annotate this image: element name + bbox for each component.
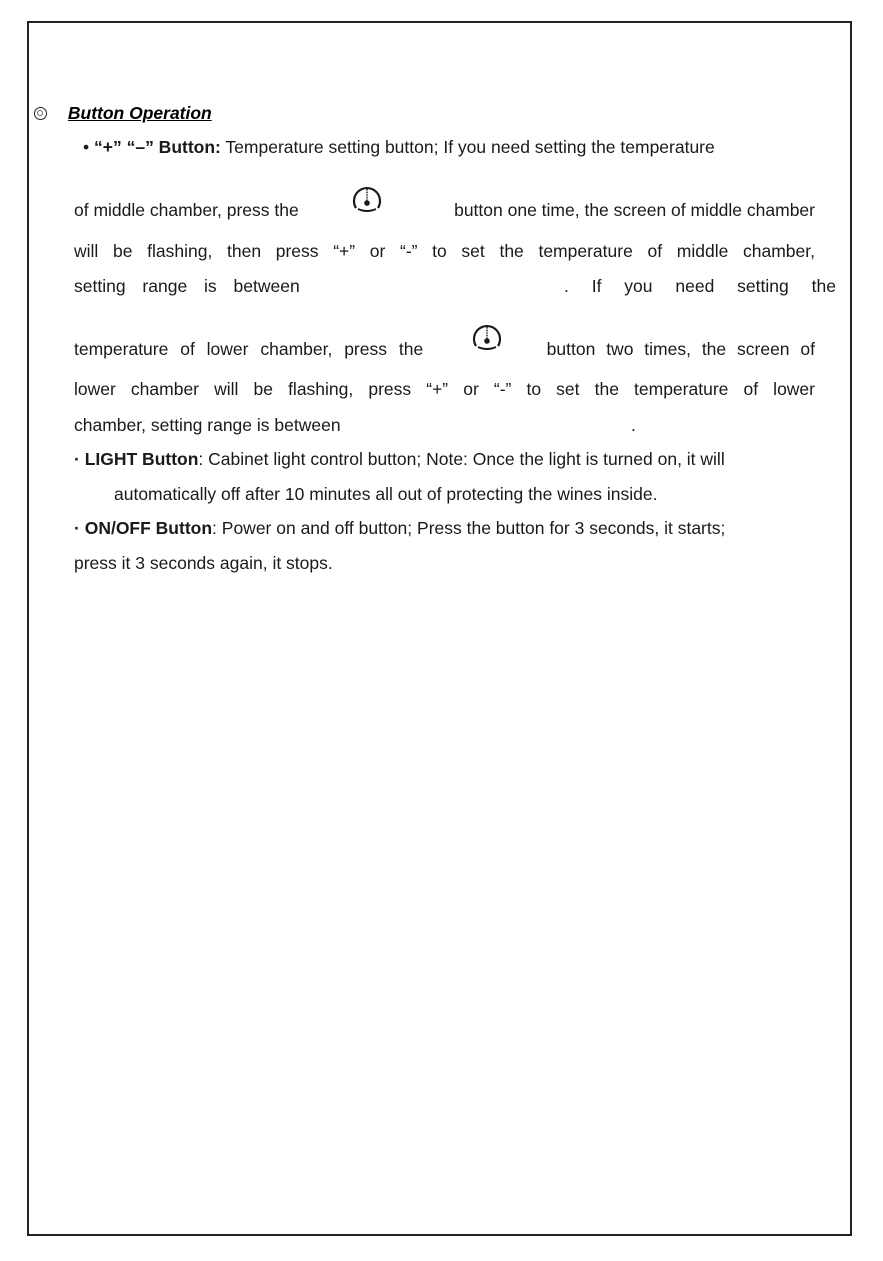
plus-minus-line-7 — [74, 415, 815, 436]
plus-minus-line-5b: button two times, the screen of — [546, 339, 815, 359]
plus-minus-line-1 — [83, 137, 815, 158]
light-sep: : — [198, 449, 204, 469]
plus-minus-line-7b: . — [631, 415, 636, 435]
onoff-sep: : — [212, 518, 217, 538]
circle-bullet-icon — [34, 107, 47, 120]
light-label: LIGHT Button — [84, 449, 199, 469]
onoff-label: ON/OFF Button — [84, 518, 213, 538]
plus-minus-text-5a: temperature of lower chamber, press the — [74, 339, 424, 359]
plus-minus-text-2a: of middle chamber, press the — [74, 200, 299, 220]
thermometer-button-icon — [350, 182, 384, 216]
plus-minus-text-1: Temperature setting button; If you need setting the temperature — [225, 137, 715, 157]
section-title: Button Operation — [67, 103, 212, 123]
light-bullet: · — [74, 449, 85, 469]
section-heading — [34, 103, 212, 124]
thermometer-button-icon — [470, 320, 504, 354]
light-text-1: Cabinet light control button; Note: Once the light is turned on, it will — [208, 449, 725, 469]
plus-minus-line-3: will be flashing, then press “+” or “-” to set the temperature of middle chamber, — [74, 241, 815, 261]
onoff-line-1 — [74, 518, 815, 539]
plus-minus-label: “+” “–” Button: — [94, 137, 221, 157]
onoff-text-1: Power on and off button; Press the button for 3 seconds, it starts; — [221, 518, 726, 538]
plus-minus-text-2b: button one time, the screen of middle chamber — [454, 200, 815, 220]
onoff-line-2: press it 3 seconds again, it stops. — [74, 553, 333, 573]
bullet-dot: • — [83, 137, 94, 157]
plus-minus-line-2b — [397, 200, 815, 221]
plus-minus-line-6: lower chamber will be flashing, press “+” or “-” to set the temperature of lower — [74, 379, 815, 399]
plus-minus-line-4b: . If you need setting the — [564, 276, 836, 296]
plus-minus-text-7a: chamber, setting range is between — [74, 415, 341, 435]
plus-minus-text-4a: setting range is between — [74, 276, 300, 296]
onoff-bullet: · — [74, 518, 85, 538]
light-line-2: automatically off after 10 minutes all out of protecting the wines inside. — [114, 484, 658, 504]
light-line-1 — [74, 449, 815, 470]
